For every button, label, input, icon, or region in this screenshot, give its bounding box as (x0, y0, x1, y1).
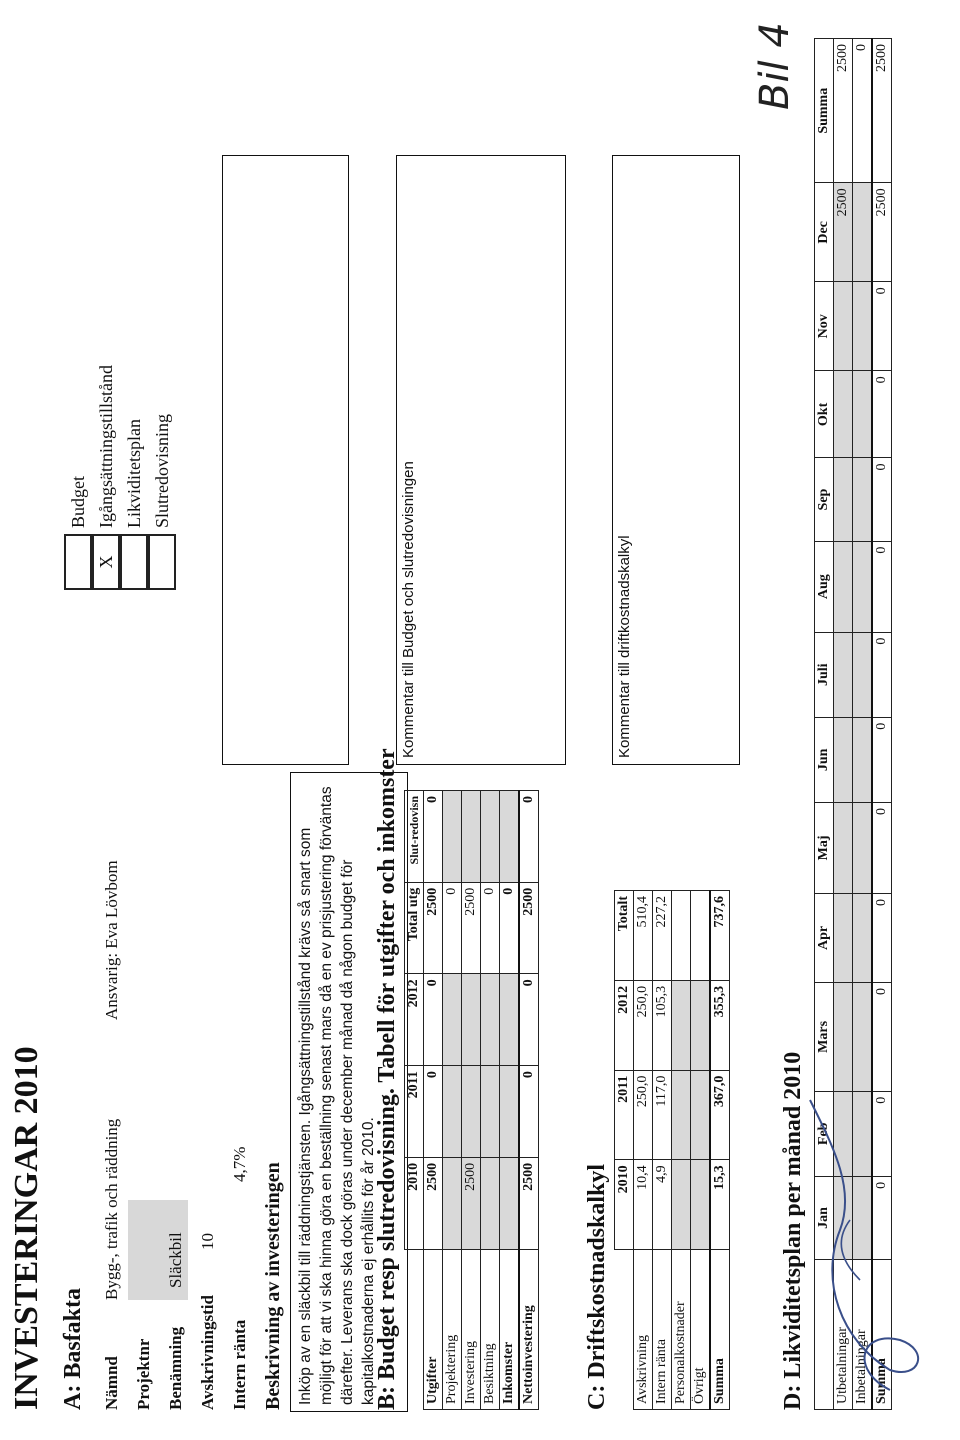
table-row (691, 891, 711, 1410)
document-title: INVESTERINGAR 2010 (8, 1046, 45, 1410)
table-row (672, 891, 691, 1410)
row-label: Nettoinvestering (519, 1249, 539, 1409)
projektnr-label: Projektnr (134, 1338, 153, 1410)
cell[interactable]: 2500 (834, 183, 853, 282)
cell: 0 (519, 791, 539, 883)
header-cell: Totalt (615, 891, 634, 981)
cell: 15,3 (710, 1160, 730, 1250)
cell[interactable] (853, 282, 873, 371)
cell[interactable] (462, 791, 481, 883)
budget-table (404, 790, 539, 1410)
header-cell: Dec (815, 183, 834, 282)
cell[interactable] (481, 1066, 500, 1158)
budget-comment-box[interactable] (396, 155, 566, 765)
header-cell: Apr (815, 893, 834, 982)
cell: 0 (872, 893, 892, 982)
cell[interactable] (834, 802, 853, 893)
status-label: Budget (67, 476, 88, 528)
row-label: Inbetalningar (853, 1260, 873, 1410)
cell[interactable] (443, 1066, 462, 1158)
status-checkbox[interactable] (148, 534, 176, 590)
status-budget[interactable] (64, 365, 92, 590)
cell[interactable] (853, 802, 873, 893)
status-label: Slutredovisning (151, 413, 172, 528)
drift-comment-box[interactable] (612, 155, 740, 765)
header-cell: Mars (815, 983, 834, 1092)
intern-ranta-value: 4,7% (230, 1146, 249, 1182)
benamning-value: Släckbil (166, 1232, 185, 1288)
benamning-field (128, 1200, 188, 1300)
cell: 0 (481, 882, 500, 974)
header-cell: 2010 (405, 1157, 424, 1249)
cell: 0 (872, 371, 892, 458)
cell (672, 891, 691, 981)
cell: 2500 (872, 183, 892, 282)
cell: 510,4 (634, 891, 653, 981)
handwritten-note: Bil 4 (752, 22, 798, 110)
cell: 0 (872, 983, 892, 1092)
cell[interactable] (834, 282, 853, 371)
cell: 2500 (462, 882, 481, 974)
cell[interactable] (672, 1070, 691, 1160)
cell: 0 (519, 1066, 539, 1158)
cell: 367,0 (710, 1070, 730, 1160)
cell[interactable] (500, 974, 520, 1066)
status-checklist (64, 365, 176, 590)
cell[interactable] (672, 1160, 691, 1250)
status-checkbox[interactable] (64, 534, 92, 590)
beskrivning-text: Inköp av en släckbil till räddningstjänsten. Igångsättningstillstånd krävs så snart som möjligt för att vi ska hinna göra en beställning senast mars då en ev prisjustering förväntas därefter. Leverans ska dock göras under december månad då någon budget för kapitalkostnaderna ej erhållits för år 2010. (297, 786, 377, 1405)
cell: 2500 (872, 39, 892, 183)
benamning-label: Benämning (166, 1326, 185, 1410)
cell: 0 (519, 974, 539, 1066)
row-label: Projektering (443, 1249, 462, 1409)
namnd-value: Bygg-, trafik och räddning (102, 1118, 121, 1300)
cell[interactable] (853, 458, 873, 541)
avskrivningstid-label: Avskrivningstid (198, 1295, 217, 1410)
cell[interactable] (691, 1070, 711, 1160)
cell[interactable] (500, 1066, 520, 1158)
cell[interactable] (853, 541, 873, 632)
cell: 0 (424, 1066, 443, 1158)
row-label: Personalkostnader (672, 1250, 691, 1410)
cell: 105,3 (653, 980, 672, 1070)
cell: 2500 (519, 882, 539, 974)
cell: 10,4 (634, 1160, 653, 1250)
table-row (519, 791, 539, 1410)
table-row (424, 791, 443, 1410)
row-label: Investering (462, 1249, 481, 1409)
header-cell: Juli (815, 632, 834, 717)
cell: 0 (872, 802, 892, 893)
cell[interactable] (443, 791, 462, 883)
section-b-heading: B: Budget resp slutredovisning. Tabell för utgifter och inkomster (374, 748, 400, 1410)
header-cell: 2010 (615, 1160, 634, 1250)
cell: 250,0 (634, 980, 653, 1070)
cell: 4,9 (653, 1160, 672, 1250)
cell: 2500 (519, 1157, 539, 1249)
header-cell: 2012 (405, 974, 424, 1066)
row-label: Övrigt (691, 1250, 711, 1410)
cell: 0 (853, 39, 873, 183)
cell[interactable] (834, 983, 853, 1092)
cell[interactable] (691, 1160, 711, 1250)
status-likviditetsplan[interactable] (120, 365, 148, 590)
intern-ranta-label: Intern ränta (230, 1319, 249, 1410)
row-label: Avskrivning (634, 1250, 653, 1410)
cell: 117,0 (653, 1070, 672, 1160)
cell: 2500 (424, 1157, 443, 1249)
beskrivning-heading: Beskrivning av investeringen (262, 1162, 284, 1410)
section-a-heading: A: Basfakta (60, 1287, 86, 1410)
beskrivning-extra-box (222, 155, 349, 765)
section-d-heading: D: Likviditetsplan per månad 2010 (780, 1051, 806, 1410)
cell: 0 (443, 882, 462, 974)
cell[interactable] (500, 1157, 520, 1249)
cell[interactable] (853, 983, 873, 1092)
row-label: Utgifter (424, 1249, 443, 1409)
table-row (653, 891, 672, 1410)
table-row (500, 791, 520, 1410)
table-header-row (615, 891, 634, 1410)
cell[interactable] (672, 980, 691, 1070)
status-label: Likviditetsplan (123, 419, 144, 528)
cell (691, 891, 711, 981)
namnd-label: Nämnd (102, 1356, 121, 1410)
cell: 0 (872, 717, 892, 802)
header-cell: Maj (815, 802, 834, 893)
cell: 227,2 (653, 891, 672, 981)
header-cell: 2011 (615, 1070, 634, 1160)
cell[interactable] (834, 717, 853, 802)
header-cell: Total utg (405, 882, 424, 974)
header-cell: 2011 (405, 1066, 424, 1158)
header-cell: Jun (815, 717, 834, 802)
cell: 2500 (424, 882, 443, 974)
cell: 737,6 (710, 891, 730, 981)
cell[interactable] (853, 717, 873, 802)
cell[interactable] (481, 974, 500, 1066)
cell[interactable] (462, 1066, 481, 1158)
cell[interactable] (443, 974, 462, 1066)
cell: 0 (872, 632, 892, 717)
header-cell: Feb (815, 1091, 834, 1176)
cell[interactable] (462, 974, 481, 1066)
cell[interactable] (500, 791, 520, 883)
cell[interactable] (834, 632, 853, 717)
cell: 2500 (834, 39, 853, 183)
header-cell: Nov (815, 282, 834, 371)
cell: 0 (872, 458, 892, 541)
section-c-heading: C: Driftskostnadskalkyl (584, 1163, 610, 1410)
cell[interactable] (481, 791, 500, 883)
header-cell: Summa (815, 39, 834, 183)
budget-comment-label: Kommentar till Budget och slutredovisningen (400, 461, 417, 758)
table-row (710, 891, 730, 1410)
table-header-row (405, 791, 424, 1410)
header-cell: Aug (815, 541, 834, 632)
cell[interactable] (481, 1157, 500, 1249)
cell[interactable] (853, 183, 873, 282)
signature-scribble (740, 1080, 940, 1400)
status-igangsattning[interactable] (92, 365, 120, 590)
status-label: Igångsättningstillstånd (95, 365, 116, 528)
cell: 355,3 (710, 980, 730, 1070)
ansvarig: Ansvarig: Eva Lövbom (102, 860, 121, 1020)
cell[interactable] (443, 1157, 462, 1249)
cell: 0 (872, 282, 892, 371)
header-cell: 2012 (615, 980, 634, 1070)
cell[interactable] (853, 371, 873, 458)
header-cell (615, 1250, 634, 1410)
cell: 0 (424, 974, 443, 1066)
cell: 0 (500, 882, 520, 974)
row-label: Besiktning (481, 1249, 500, 1409)
table-row (443, 791, 462, 1410)
table-row (462, 791, 481, 1410)
header-cell (405, 1249, 424, 1409)
header-cell: Sep (815, 458, 834, 541)
cell[interactable] (853, 893, 873, 982)
status-checkbox[interactable]: X (92, 534, 120, 590)
drift-comment-label: Kommentar till driftkostnadskalkyl (616, 535, 633, 758)
row-label: Intern ränta (653, 1250, 672, 1410)
status-slutredovisning[interactable] (148, 365, 176, 590)
cell[interactable]: 2500 (462, 1157, 481, 1249)
cell: 0 (424, 791, 443, 883)
cell: 250,0 (634, 1070, 653, 1160)
cell[interactable] (691, 980, 711, 1070)
cell: 0 (872, 1176, 892, 1259)
header-cell: Okt (815, 371, 834, 458)
header-cell: Jan (815, 1176, 834, 1259)
status-checkbox[interactable] (120, 534, 148, 590)
avskrivningstid-value: 10 (198, 1233, 217, 1250)
cell[interactable] (834, 893, 853, 982)
header-cell: Slut-redovisn (405, 791, 424, 883)
cell[interactable] (834, 541, 853, 632)
cell: 0 (872, 1091, 892, 1176)
table-row (481, 791, 500, 1410)
cell[interactable] (834, 371, 853, 458)
table-row (634, 891, 653, 1410)
row-label: Inkomster (500, 1249, 520, 1409)
cell: 0 (872, 541, 892, 632)
row-label: Summa (872, 1260, 892, 1410)
driftskostnad-table (614, 890, 730, 1410)
row-label: Summa (710, 1250, 730, 1410)
cell[interactable] (834, 458, 853, 541)
cell[interactable] (853, 632, 873, 717)
row-label: Utbetalningar (834, 1260, 853, 1410)
